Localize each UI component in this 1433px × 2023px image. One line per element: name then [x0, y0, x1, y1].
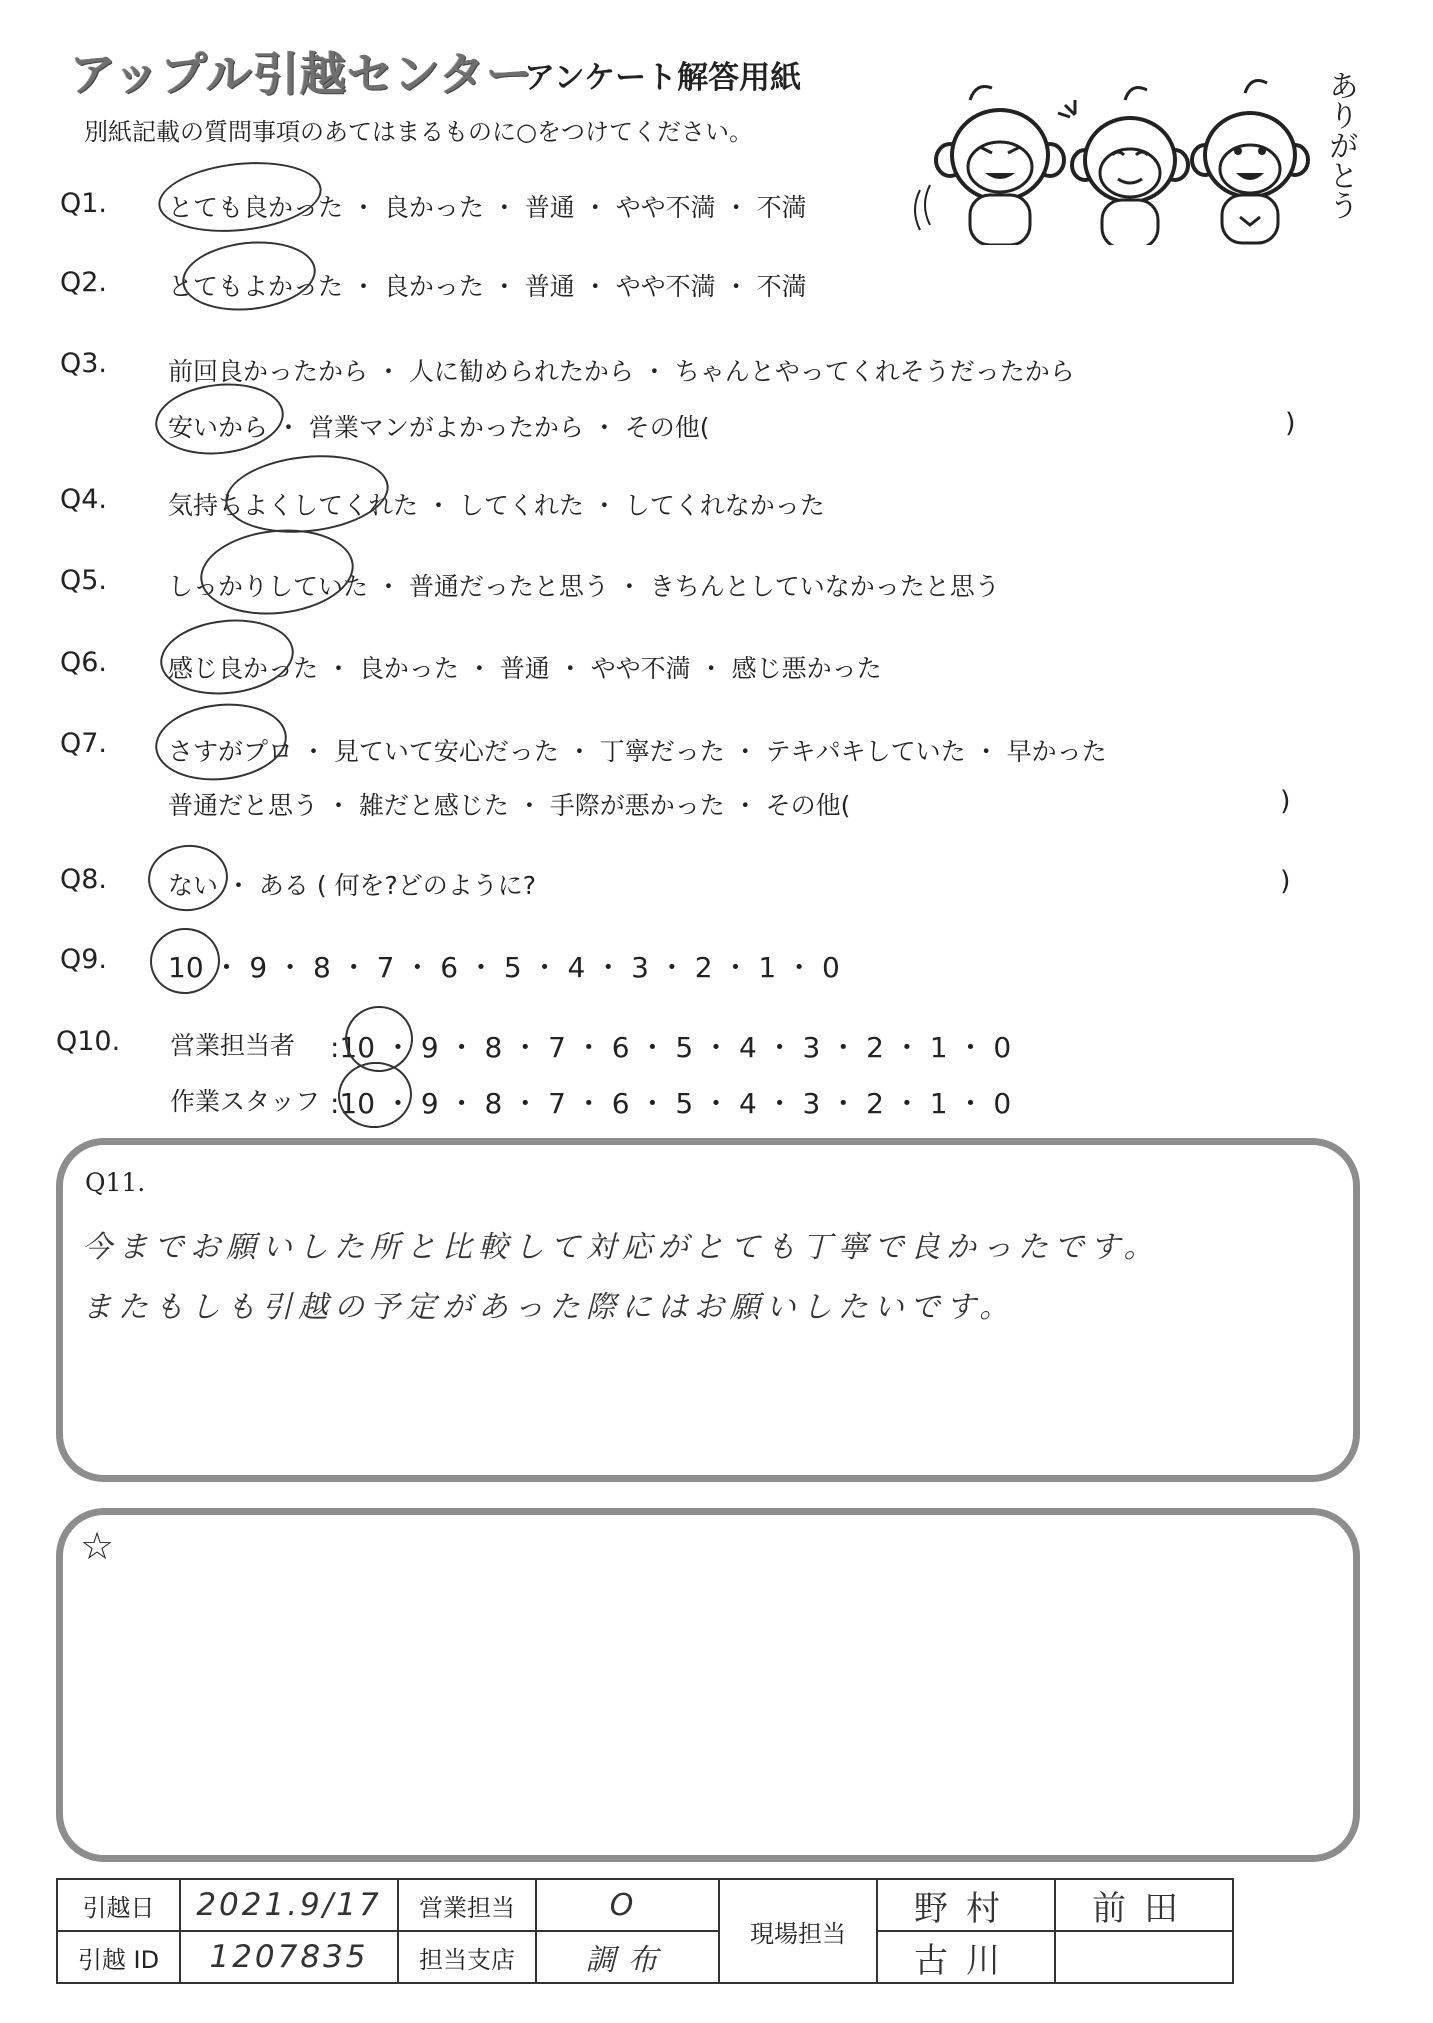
q5-label: Q5. — [60, 565, 108, 596]
site-staff-3: 古川 — [877, 1931, 1055, 1983]
q3-close-paren: ) — [1285, 408, 1296, 439]
move-date-label: 引越日 — [57, 1879, 180, 1931]
q8-selected-circle — [145, 841, 231, 915]
q7-selected-circle — [151, 697, 290, 786]
q11-handwritten-line2: またもしも引越の予定があった際にはお願いしたいです。 — [82, 1290, 1016, 1325]
site-staff-4 — [1055, 1931, 1233, 1983]
q10-sales-label: 営業担当者 — [170, 1031, 296, 1060]
q8-label: Q8. — [60, 864, 108, 895]
site-staff-2: 前田 — [1055, 1879, 1233, 1931]
branch-value: 調布 — [536, 1931, 719, 1983]
q6-options[interactable]: 感じ良かった ・ 良かった ・ 普通 ・ やや不満 ・ 感じ悪かった — [168, 654, 882, 683]
q9-label: Q9. — [60, 944, 108, 975]
site-staff-label: 現場担当 — [719, 1879, 877, 1983]
q4-label: Q4. — [60, 484, 108, 515]
free-comment-box[interactable] — [56, 1508, 1360, 1862]
q5-options[interactable]: しっかりしていた ・ 普通だったと思う ・ きちんとしていなかったと思う — [168, 572, 1000, 601]
q3-options-line1[interactable]: 前回良かったから ・ 人に勧められたから ・ ちゃんとやってくれそうだったから — [168, 357, 1075, 386]
star-icon: ☆ — [80, 1524, 115, 1568]
q4-options[interactable]: 気持ちよくしてくれた ・ してくれた ・ してくれなかった — [168, 491, 825, 520]
branch-label: 担当支店 — [398, 1931, 536, 1983]
q3-options-line2[interactable]: 安いから ・ 営業マンがよかったから ・ その他( — [168, 413, 710, 442]
q11-label: Q11. — [85, 1168, 146, 1197]
sales-rep-value: O — [536, 1879, 719, 1931]
q9-scale[interactable]: 10 ・ 9 ・ 8 ・ 7 ・ 6 ・ 5 ・ 4 ・ 3 ・ 2 ・ 1 ・ 0 — [168, 951, 840, 984]
q7-close-paren: ) — [1280, 786, 1291, 817]
instruction-text: 別紙記載の質問事項のあてはまるものに○をつけてください。 — [84, 118, 753, 146]
q1-label: Q1. — [60, 188, 108, 219]
q3-label: Q3. — [60, 348, 108, 379]
q1-options[interactable]: とても良かった ・ 良かった ・ 普通 ・ やや不満 ・ 不満 — [168, 193, 807, 222]
q10-sales-scale[interactable]: :10 ・ 9 ・ 8 ・ 7 ・ 6 ・ 5 ・ 4 ・ 3 ・ 2 ・ 1 ・ 0 — [330, 1031, 1012, 1064]
q1-selected-circle — [155, 155, 325, 240]
q11-handwritten-line1: 今までお願いした所と比較して対応がとても丁寧で良かったです。 — [82, 1230, 1160, 1265]
q6-selected-circle — [156, 613, 297, 701]
move-id-label: 引越 ID — [57, 1931, 180, 1983]
move-id-value: 1207835 — [180, 1931, 398, 1983]
form-title: アンケート解答用紙 — [524, 60, 802, 96]
monkey-mascots-illustration — [880, 55, 1340, 245]
move-date-value: 2021.9/17 — [180, 1879, 398, 1931]
q6-label: Q6. — [60, 647, 108, 678]
q10-label: Q10. — [56, 1026, 121, 1057]
q4-selected-circle — [221, 448, 392, 541]
thanks-text: ありがとう — [1323, 70, 1358, 220]
q8-close-paren: ) — [1280, 866, 1291, 897]
q2-label: Q2. — [60, 267, 108, 298]
q2-options[interactable]: とてもよかった ・ 良かった ・ 普通 ・ やや不満 ・ 不満 — [168, 272, 807, 301]
footer-info-table — [56, 1878, 1234, 1984]
q3-selected-circle — [152, 377, 288, 460]
q7-options-line1[interactable]: さすがプロ ・ 見ていて安心だった ・ 丁寧だった ・ テキパキしていた ・ 早かった — [168, 737, 1107, 766]
brand-logo-text: アップル引越センター — [70, 47, 534, 101]
site-staff-1: 野村 — [877, 1879, 1055, 1931]
q5-selected-circle — [196, 522, 358, 622]
sales-rep-label: 営業担当 — [398, 1879, 536, 1931]
q2-selected-circle — [179, 235, 319, 317]
q8-options[interactable]: ない ・ ある ( 何を?どのように? — [168, 871, 537, 900]
q7-label: Q7. — [60, 728, 108, 759]
q10-staff-label: 作業スタッフ — [170, 1087, 321, 1116]
q10-staff-scale[interactable]: :10 ・ 9 ・ 8 ・ 7 ・ 6 ・ 5 ・ 4 ・ 3 ・ 2 ・ 1 ・ 0 — [330, 1087, 1012, 1120]
q7-options-line2[interactable]: 普通だと思う ・ 雑だと感じた ・ 手際が悪かった ・ その他( — [168, 791, 851, 820]
q9-selected-circle — [147, 925, 224, 998]
